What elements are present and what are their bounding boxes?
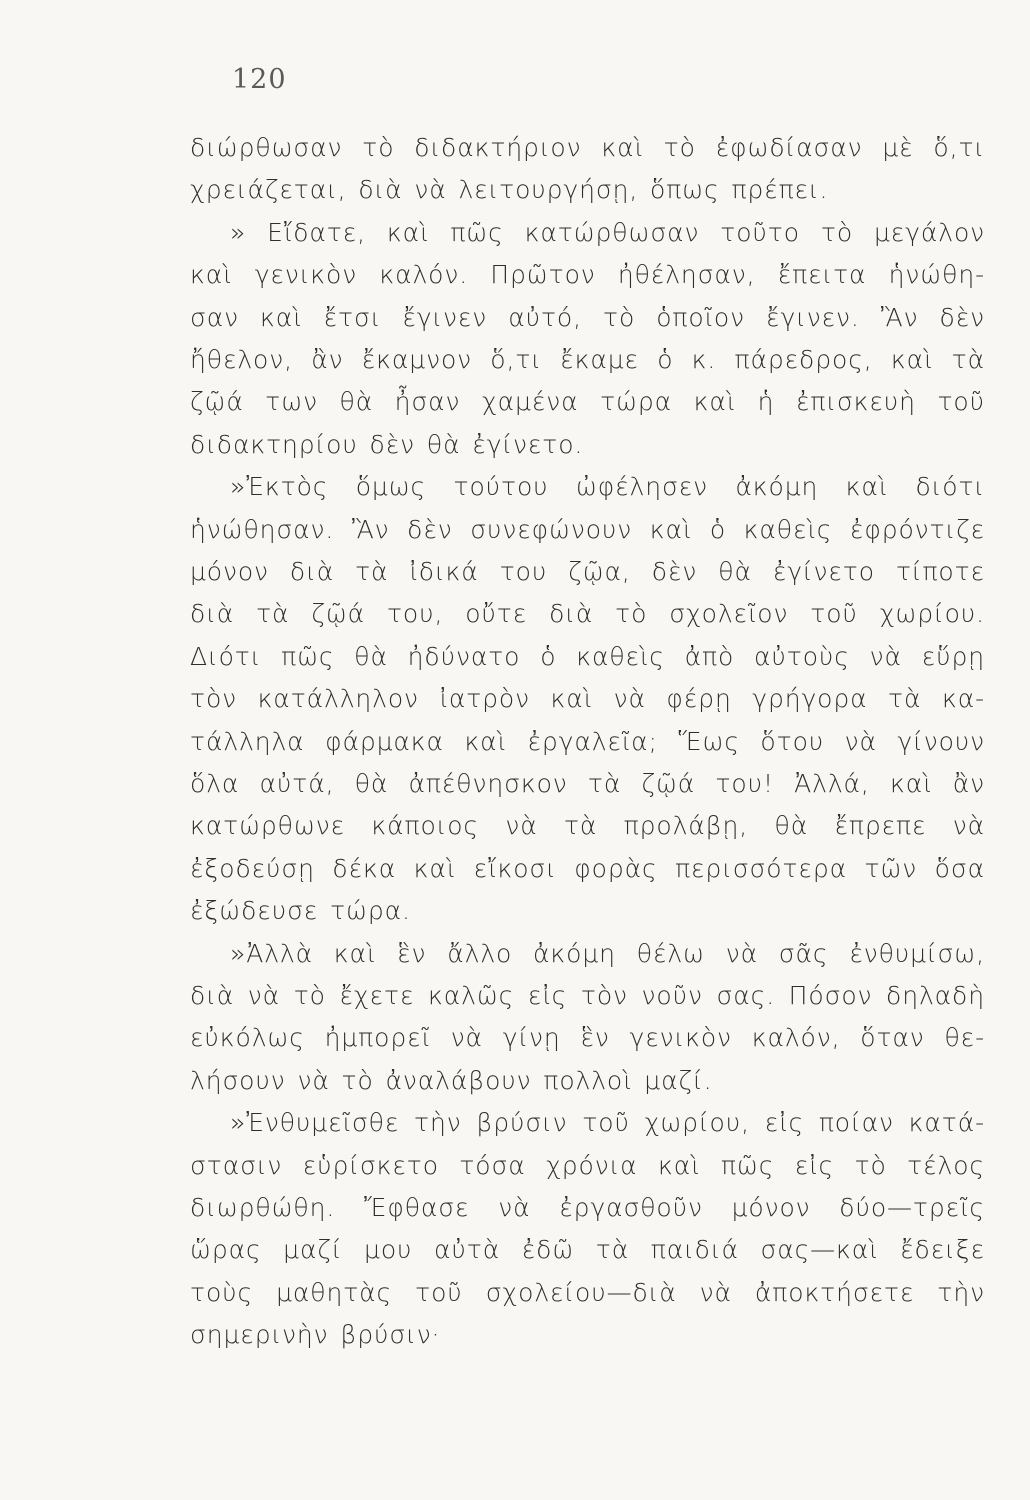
text-line: διὰ τὰ ζῷά του, οὔτε διὰ τὸ σχολεῖον τοῦ χωρίου. — [190, 599, 985, 629]
text-line: λήσουν νὰ τὸ ἀναλάβουν πολλοὶ μαζί. — [190, 1065, 713, 1095]
text-line: ἐξώδευσε τώρα. — [190, 896, 411, 926]
text-line: » Εἴδατε, καὶ πῶς κατώρθωσαν τοῦτο τὸ μεγάλον — [230, 217, 985, 247]
text-line: στασιν εὑρίσκετο τόσα χρόνια καὶ πῶς εἰς τὸ τέλος — [190, 1150, 985, 1180]
text-line: διὰ νὰ τὸ ἔχετε καλῶς εἰς τὸν νοῦν σας. Πόσον δηλαδὴ — [190, 981, 985, 1010]
text-line: κατώρθωνε κάποιος νὰ τὰ προλάβῃ, θὰ ἔπρεπε νὰ — [190, 811, 985, 841]
text-line: ἡνώθησαν. Ἂν δὲν συνεφώνουν καὶ ὁ καθεὶς ἐφρόντιζε — [190, 514, 985, 544]
text-line: εὐκόλως ἠμπορεῖ νὰ γίνῃ ἓν γενικὸν καλόν, ὅταν θε- — [190, 1023, 985, 1053]
text-line: μόνον διὰ τὰ ἰδικά του ζῷα, δὲν θὰ ἐγίνετο τίποτε — [190, 557, 985, 586]
text-line: τοὺς μαθητὰς τοῦ σχολείου—διὰ νὰ ἀποκτήσετε τὴν — [190, 1277, 985, 1307]
text-line: σημερινὴν βρύσιν· — [190, 1320, 441, 1350]
text-line: ζῷά των θὰ ἦσαν χαμένα τώρα καὶ ἡ ἐπισκευὴ τοῦ — [190, 387, 985, 417]
text-line: ὥρας μαζί μου αὐτὰ ἐδῶ τὰ παιδιά σας—καὶ ἔδειξε — [190, 1235, 985, 1265]
text-line: »Ἐνθυμεῖσθε τὴν βρύσιν τοῦ χωρίου, εἰς ποίαν κατά- — [230, 1108, 985, 1138]
page-number: 120 — [232, 64, 287, 95]
text-line: ὅλα αὐτά, θὰ ἀπέθνησκον τὰ ζῷά του! Ἀλλά, καὶ ἂν — [190, 769, 985, 798]
text-line: »Ἐκτὸς ὅμως τούτου ὠφέλησεν ἀκόμη καὶ διότι — [230, 472, 985, 502]
text-line: διδακτηρίου δὲν θὰ ἐγίνετο. — [190, 429, 584, 459]
text-line: Διότι πῶς θὰ ἠδύνατο ὁ καθεὶς ἀπὸ αὐτοὺς νὰ εὕρῃ — [190, 641, 985, 671]
text-line: διωρθώθη. Ἔφθασε νὰ ἐργασθοῦν μόνον δύο—τρεῖς — [190, 1193, 985, 1222]
text-line: ἐξοδεύσῃ δέκα καὶ εἴκοσι φορὰς περισσότερα τῶν ὅσα — [190, 853, 985, 883]
text-line: διώρθωσαν τὸ διδακτήριον καὶ τὸ ἐφωδίασαν μὲ ὅ,τι — [190, 133, 985, 162]
text-line: καὶ γενικὸν καλόν. Πρῶτον ἠθέλησαν, ἔπειτα ἡνώθη- — [190, 260, 985, 290]
text-line: τάλληλα φάρμακα καὶ ἐργαλεῖα; Ἕως ὅτου νὰ γίνουν — [190, 726, 985, 756]
text-line: χρειάζεται, διὰ νὰ λειτουργήσῃ, ὅπως πρέπει. — [190, 175, 829, 205]
text-line: »Ἀλλὰ καὶ ἓν ἄλλο ἀκόμη θέλω νὰ σᾶς ἐνθυμίσω, — [230, 938, 985, 968]
text-line: σαν καὶ ἔτσι ἔγινεν αὐτό, τὸ ὁποῖον ἔγινεν. Ἂν δὲν — [190, 302, 985, 332]
text-line: τὸν κατάλληλον ἰατρὸν καὶ νὰ φέρῃ γρήγορα τὰ κα- — [190, 684, 985, 714]
text-line: ἤθελον, ἂν ἔκαμνον ὅ,τι ἔκαμε ὁ κ. πάρεδρος, καὶ τὰ — [190, 345, 985, 374]
